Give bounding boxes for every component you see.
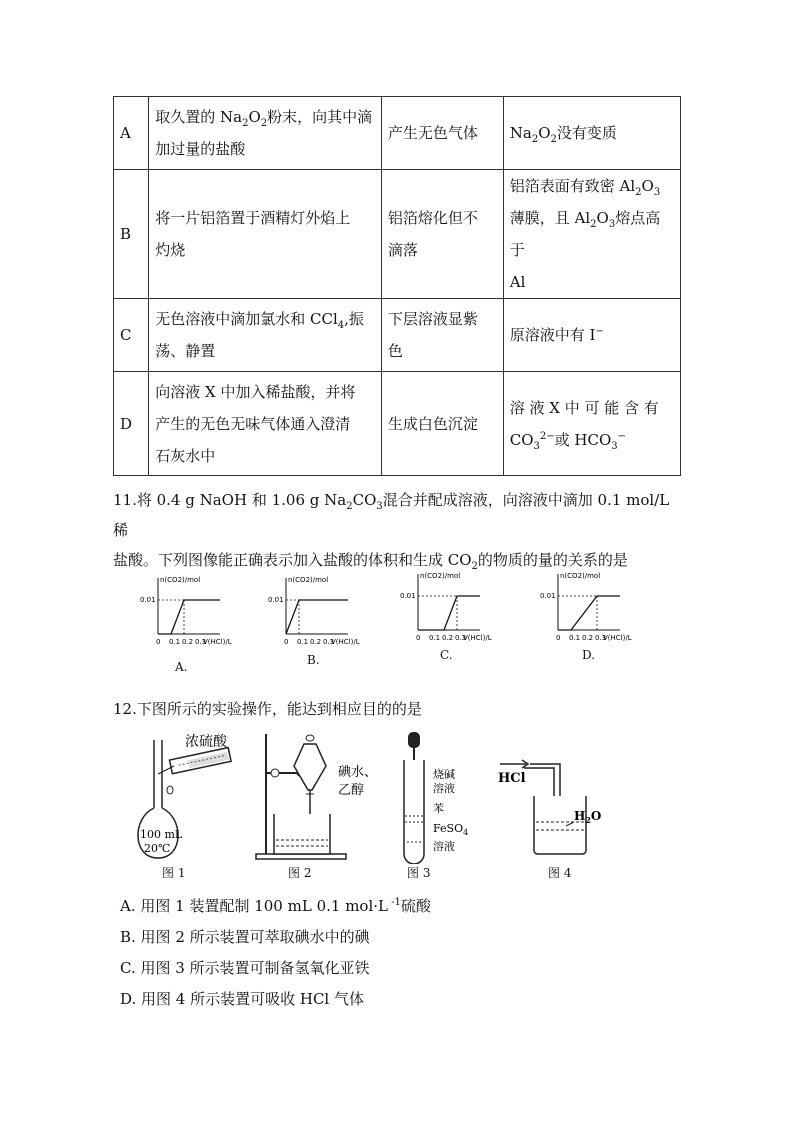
figure-1-volumetric-flask — [130, 730, 240, 860]
conclusion-cell: 原溶液中有 I− — [503, 299, 680, 372]
data-line — [418, 596, 480, 630]
y-axis-label: n(CO2)/mol — [560, 572, 601, 580]
x-tick-label: 0 — [156, 638, 161, 646]
figure-3-test-tube — [395, 730, 475, 864]
x-tick-label: 0 — [284, 638, 289, 646]
row-label: A — [114, 97, 149, 170]
y-axis-label: n(CO2)/mol — [160, 576, 201, 584]
chart-letter: C. — [440, 648, 453, 662]
table-row — [114, 97, 681, 170]
x-axis-label: V(HCl)/L — [203, 638, 232, 646]
x-tick-label: 0.1 — [569, 634, 581, 642]
option-a: A. 用图 1 装置配制 100 mL 0.1 mol·L $^{-1}$硫酸 — [120, 897, 431, 915]
fig1-acid-label: 浓硫酸 — [185, 734, 227, 750]
x-tick-label: 0.2 — [582, 634, 594, 642]
chart-2 — [268, 572, 378, 648]
fig4-water-label: $H_2O$ — [574, 809, 602, 825]
conclusion-cell: 溶 液 X 中 可 能 含 有 $CO_3^{2-}$或 $HCO_3^-$ — [503, 372, 680, 476]
figure-4-gas-absorption — [494, 730, 614, 860]
x-tick-label: 0.3 — [195, 638, 207, 646]
chart-letter: D. — [582, 648, 596, 662]
y-axis-label: n(CO2)/mol — [420, 572, 461, 580]
y-axis-label: n(CO2)/mol — [288, 576, 329, 584]
figure-2-separatory-funnel — [250, 730, 380, 860]
x-tick-label: 0.1 — [169, 638, 181, 646]
y-tick-label: 0.01 — [400, 592, 416, 600]
operation-cell: 取久置的 $Na_2O_2$粉末，向其中滴 加过量的盐酸 — [149, 97, 382, 170]
phenomenon-cell: 下层溶液显紫 色 — [381, 299, 503, 372]
x-axis-label: V(HCl)/L — [331, 638, 360, 646]
x-axis-label: V(HCl)/L — [603, 634, 632, 642]
fig3-label-4: FeSO$_4$ — [433, 822, 469, 837]
x-tick-label: 0.2 — [442, 634, 454, 642]
options-table — [113, 96, 681, 476]
row-label: B — [114, 170, 149, 299]
conclusion-cell: $Na_2O_2$没有变质 — [503, 97, 680, 170]
figure-2-caption: 图 2 — [288, 866, 312, 880]
option-c: C. 用图 3 所示装置可制备氢氧化亚铁 — [120, 959, 370, 977]
x-tick-label: 0.2 — [310, 638, 322, 646]
table-row — [114, 299, 681, 372]
operation-cell: 将一片铝箔置于酒精灯外焰上 灼烧 — [149, 170, 382, 299]
x-tick-label: 0 — [416, 634, 421, 642]
fig3-label-2: 溶液 — [433, 782, 455, 795]
operation-cell: 向溶液 X 中加入稀盐酸，并将 产生的无色无味气体通入澄清 石灰水中 — [149, 372, 382, 476]
chart-1 — [140, 572, 250, 648]
fig3-label-1: 烧碱 — [433, 768, 455, 781]
x-tick-label: 0.1 — [297, 638, 309, 646]
figure-3-caption: 图 3 — [407, 866, 431, 880]
fig3-label-3: 苯 — [433, 802, 444, 815]
operation-cell: 无色溶液中滴加氯水和 CCl$_4$,振 荡、静置 — [149, 299, 382, 372]
y-tick-label: 0.01 — [140, 596, 156, 604]
phenomenon-cell: 铝箔熔化但不 滴落 — [381, 170, 503, 299]
y-tick-label: 0.01 — [540, 592, 556, 600]
x-tick-label: 0.3 — [323, 638, 335, 646]
x-tick-label: 0.1 — [429, 634, 441, 642]
data-line — [558, 596, 620, 630]
table-row — [114, 372, 681, 476]
row-label: D — [114, 372, 149, 476]
fig3-label-5: 溶液 — [433, 840, 455, 853]
chart-4 — [540, 568, 650, 644]
chart-letter: B. — [307, 653, 320, 667]
table-row — [114, 170, 681, 299]
fig2-label-1: 碘水、 — [338, 765, 378, 780]
option-b: B. 用图 2 所示装置可萃取碘水中的碘 — [120, 928, 370, 946]
data-line — [158, 600, 220, 634]
fig1-volume-label: 100 mL — [140, 828, 183, 841]
chart-3 — [400, 568, 510, 644]
question-12-stem: 12.下图所示的实验操作，能达到相应目的的是 — [113, 700, 422, 718]
data-line — [286, 600, 348, 634]
row-label: C — [114, 299, 149, 372]
x-axis-label: V(HCl)/L — [463, 634, 492, 642]
x-tick-label: 0.3 — [595, 634, 607, 642]
question-11: 11.将 0.4 g NaOH 和 1.06 g $Na_2CO_3$混合并配成溶液，向溶液中滴加 0.1 mol/L 稀 盐酸。下列图像能正确表示加入盐酸的体积和生成 $CO_2$的物质的量的关系的是 — [113, 491, 670, 572]
conclusion-cell: 铝箔表面有致密 $Al_2O_3$ 薄膜，且 $Al_2O_3$熔点高于 Al — [503, 170, 680, 299]
x-tick-label: 0 — [556, 634, 561, 642]
phenomenon-cell: 产生无色气体 — [381, 97, 503, 170]
x-tick-label: 0.3 — [455, 634, 467, 642]
option-d: D. 用图 4 所示装置可吸收 HCl 气体 — [120, 990, 365, 1008]
y-tick-label: 0.01 — [268, 596, 284, 604]
fig4-hcl-label: HCl — [498, 771, 526, 786]
fig1-temp-label: 20℃ — [144, 842, 171, 855]
chart-letter: A. — [175, 660, 188, 674]
x-tick-label: 0.2 — [182, 638, 194, 646]
phenomenon-cell: 生成白色沉淀 — [381, 372, 503, 476]
figure-1-caption: 图 1 — [162, 866, 186, 880]
fig2-label-2: 乙醇 — [338, 783, 365, 798]
figure-4-caption: 图 4 — [548, 866, 572, 880]
